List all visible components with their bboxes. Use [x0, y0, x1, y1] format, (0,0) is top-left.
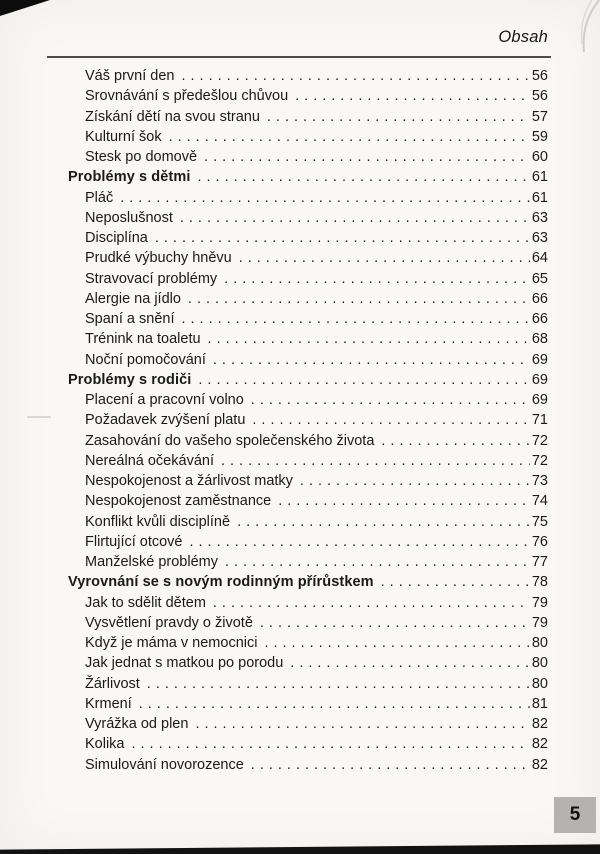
toc-entry [0, 491, 548, 511]
toc-entry-page: 63 [531, 230, 548, 246]
toc-entry-label: Když je máma v nemocnici [85, 635, 258, 651]
toc-entry-page: 79 [531, 614, 548, 631]
dot-leader [113, 188, 530, 208]
toc-entry-page: 80 [531, 635, 548, 651]
toc-entry-label: Požadavek zvýšení platu [85, 412, 246, 429]
toc-entry-page: 69 [531, 392, 548, 408]
toc-entry-page: 59 [531, 128, 548, 145]
dot-leader [183, 532, 531, 552]
dot-leader [260, 107, 530, 127]
toc-entry-label: Trénink na toaletu [85, 331, 201, 348]
toc-entry-label: Problémy s dětmi [68, 169, 191, 186]
toc-entry-label: Stesk po domově [85, 149, 198, 165]
toc-entry-page: 63 [531, 209, 548, 226]
dot-leader [283, 653, 530, 673]
toc-entry-page: 80 [531, 655, 548, 672]
toc-entry [0, 390, 548, 410]
toc-entry-label: Manželské problémy [85, 554, 218, 570]
toc-entry-page: 81 [531, 695, 548, 712]
toc-entry-label: Alergie na jídlo [85, 290, 181, 307]
toc-entry-label: Problémy s rodiči [68, 371, 192, 388]
dot-leader [175, 309, 531, 329]
toc-entry-page: 69 [531, 371, 548, 388]
toc-entry [0, 532, 548, 552]
page-title: Obsah [498, 28, 548, 46]
toc-entry [0, 734, 548, 754]
toc-entry [0, 269, 548, 289]
dot-leader [244, 390, 530, 410]
dot-leader [188, 714, 530, 734]
toc-entry [0, 714, 548, 734]
toc-entry [0, 471, 548, 491]
toc-entry-label: Simulování novorozence [85, 756, 244, 773]
toc-entry [0, 350, 548, 370]
toc-entry-label: Vyrážka od plen [85, 716, 189, 732]
toc-entry-page: 75 [531, 513, 548, 530]
toc-entry [0, 86, 548, 106]
toc-entry-label: Jak to sdělit dětem [85, 594, 206, 611]
toc-entry-label: Získání dětí na svou stranu [85, 108, 260, 125]
toc-entry-label: Konflikt kvůli disciplíně [85, 513, 231, 530]
toc-entry-label: Prudké výbuchy hněvu [85, 250, 232, 267]
dot-leader [293, 471, 530, 491]
dot-leader [162, 127, 530, 147]
toc-entry-label: Kulturní šok [85, 128, 162, 145]
toc-entry-page: 69 [531, 351, 548, 368]
dot-leader [125, 734, 531, 754]
toc-entry [0, 228, 548, 248]
page-number-box [554, 797, 596, 833]
toc-entry [0, 755, 548, 775]
toc-entry-label: Disciplína [85, 230, 148, 246]
toc-entry-label: Stravovací problémy [85, 270, 218, 287]
toc-entry-label: Vysvětlení pravdy o životě [85, 614, 253, 631]
toc-entry-label: Kolika [85, 736, 125, 753]
dot-leader [197, 147, 530, 167]
toc-entry [0, 674, 548, 694]
toc-entry-page: 78 [531, 574, 548, 591]
dot-leader [253, 613, 530, 633]
toc-entry-page: 72 [531, 432, 548, 449]
toc-entry-label: Flirtující otcové [85, 533, 183, 550]
dot-leader [132, 694, 530, 714]
toc-entry [0, 370, 548, 390]
toc-entry-page: 60 [531, 149, 548, 165]
dot-leader [206, 350, 530, 370]
toc-entry [0, 694, 548, 714]
header-rule [47, 56, 551, 58]
dot-leader [174, 66, 530, 86]
toc-entry-page: 79 [531, 594, 548, 611]
toc-entry-page: 56 [531, 88, 548, 105]
toc-entry-page: 82 [531, 736, 548, 753]
page-curl-artifact [558, 0, 600, 52]
toc-entry [0, 613, 548, 633]
toc-entry-page: 65 [531, 270, 548, 287]
dot-leader [140, 674, 530, 694]
toc-entry-page: 77 [531, 554, 548, 570]
toc-entry-page: 73 [531, 473, 548, 489]
toc-entry [0, 127, 548, 147]
toc-entry-page: 74 [531, 493, 548, 510]
toc-entry [0, 248, 548, 268]
toc-entry [0, 431, 548, 451]
dot-leader [173, 208, 530, 228]
toc-entry-label: Neposlušnost [85, 209, 173, 226]
toc-entry [0, 147, 548, 167]
toc-entry-page: 66 [531, 311, 548, 327]
toc-entry [0, 572, 548, 592]
toc-entry [0, 451, 548, 471]
toc-entry [0, 188, 548, 208]
toc-entry-page: 61 [531, 189, 548, 206]
page-number: 5 [569, 804, 581, 825]
toc-entry [0, 512, 548, 532]
toc-entry-label: Srovnávání s předešlou chůvou [85, 88, 289, 105]
toc-entry-label: Placení a pracovní volno [85, 392, 244, 408]
toc-entry-label: Krmení [85, 695, 132, 712]
toc-entry-label: Jak jednat s matkou po porodu [85, 655, 284, 672]
scan-edge-bottom [0, 843, 600, 854]
toc-entry-label: Spaní a snění [85, 311, 175, 327]
dot-leader [206, 593, 530, 613]
dot-leader [257, 633, 530, 653]
toc-entry-label: Nespokojenost a žárlivost matky [85, 473, 293, 489]
toc-entry [0, 289, 548, 309]
toc-entry-page: 61 [531, 169, 548, 186]
dot-leader [271, 491, 530, 511]
dot-leader [230, 512, 530, 532]
toc-entry-page: 82 [531, 756, 548, 773]
toc-entry-page: 57 [531, 108, 548, 125]
toc-entry-label: Noční pomočování [85, 351, 206, 368]
toc-entry-label: Nereálná očekávání [85, 452, 214, 469]
dot-leader [245, 410, 530, 430]
dot-leader [181, 289, 530, 309]
toc-entry-page: 71 [531, 412, 548, 429]
toc-entry-page: 64 [531, 250, 548, 267]
toc-entry-page: 66 [531, 290, 548, 307]
toc-entry-label: Pláč [85, 189, 114, 206]
dot-leader [288, 86, 530, 106]
toc-entry [0, 410, 548, 430]
dot-leader [232, 248, 530, 268]
toc-entry-label: Zasahování do vašeho společenského života [85, 432, 375, 449]
toc-entry [0, 66, 548, 86]
dot-leader [217, 269, 530, 289]
toc-entry-page: 72 [531, 452, 548, 469]
dot-leader [148, 228, 530, 248]
dot-leader [374, 572, 530, 592]
toc-entry-label: Nespokojenost zaměstnance [85, 493, 272, 510]
toc-entry-page: 68 [531, 331, 548, 348]
toc-list [0, 66, 548, 775]
dot-leader [214, 451, 530, 471]
toc-entry [0, 167, 548, 187]
dot-leader [190, 167, 530, 187]
toc-entry [0, 552, 548, 572]
dot-leader [218, 552, 530, 572]
dot-leader [201, 329, 530, 349]
toc-entry-label: Váš první den [85, 68, 175, 84]
toc-entry [0, 653, 548, 673]
toc-entry-label: Vyrovnání se s novým rodinným přírůstkem [68, 574, 374, 591]
dot-leader [374, 431, 530, 451]
toc-entry-label: Žárlivost [85, 675, 140, 692]
toc-entry [0, 633, 548, 653]
toc-entry [0, 309, 548, 329]
toc-entry-page: 56 [531, 68, 548, 84]
toc-entry [0, 208, 548, 228]
toc-entry-page: 82 [531, 716, 548, 732]
toc-entry-page: 76 [531, 533, 548, 550]
toc-entry [0, 593, 548, 613]
dot-leader [191, 370, 530, 390]
toc-entry [0, 329, 548, 349]
toc-entry-page: 80 [531, 675, 548, 692]
toc-entry [0, 107, 548, 127]
scan-corner-artifact [0, 0, 50, 16]
dot-leader [244, 755, 530, 775]
